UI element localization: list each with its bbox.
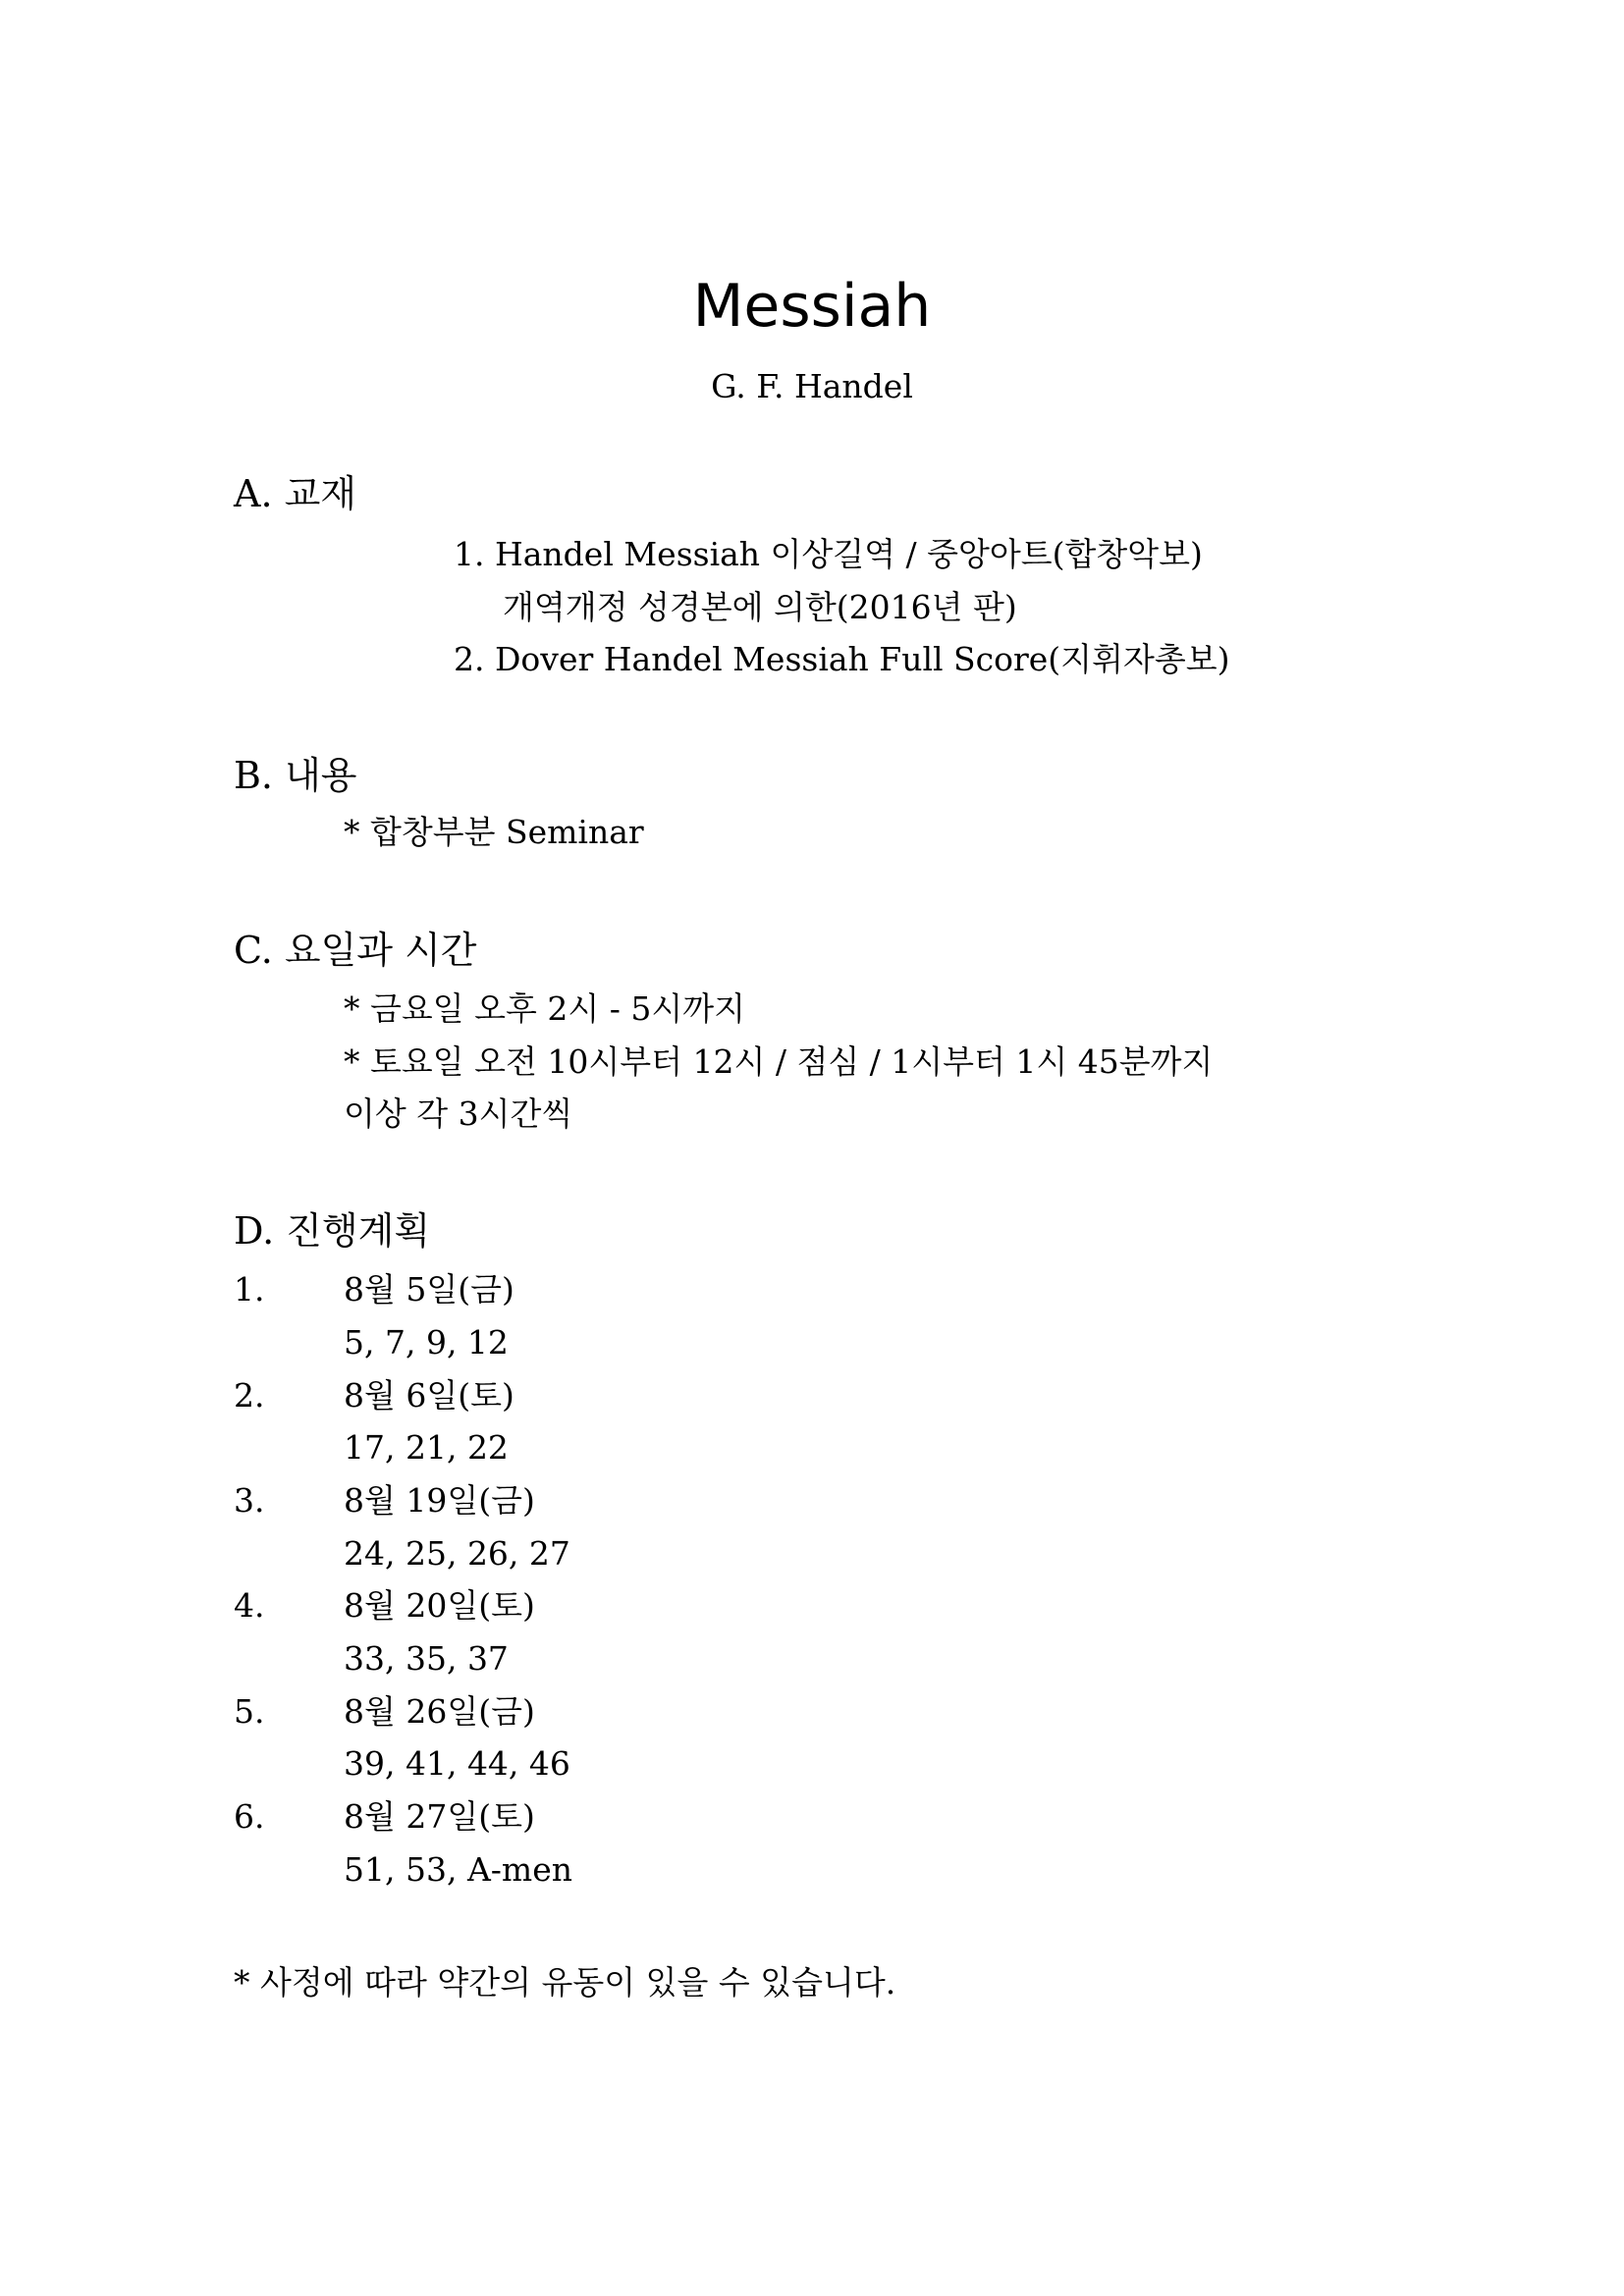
document-title: Messiah xyxy=(692,272,932,341)
section-b-item-1: * 합창부분 Seminar xyxy=(344,813,644,851)
plan-pieces: 24, 25, 26, 27 xyxy=(344,1534,570,1573)
plan-pieces: 17, 21, 22 xyxy=(344,1428,509,1467)
composer-name: G. F. Handel xyxy=(711,367,913,405)
plan-number: 5. xyxy=(234,1692,265,1731)
section-c-item-2: * 토요일 오전 10시부터 12시 / 점심 / 1시부터 1시 45분까지 xyxy=(344,1042,1214,1081)
section-a-item-2: 2. Dover Handel Messiah Full Score(지휘자총보) xyxy=(454,640,1230,678)
plan-pieces: 39, 41, 44, 46 xyxy=(344,1744,570,1783)
section-a-heading: A. 교재 xyxy=(234,472,357,515)
plan-pieces: 51, 53, A-men xyxy=(344,1850,572,1889)
plan-date: 8월 5일(금) xyxy=(344,1270,514,1308)
plan-pieces: 5, 7, 9, 12 xyxy=(344,1323,509,1362)
plan-date: 8월 6일(토) xyxy=(344,1376,514,1415)
plan-number: 2. xyxy=(234,1376,265,1415)
plan-date: 8월 27일(토) xyxy=(344,1797,535,1836)
plan-number: 6. xyxy=(234,1797,265,1836)
plan-number: 4. xyxy=(234,1586,265,1625)
plan-number: 1. xyxy=(234,1270,265,1308)
section-d-heading: D. 진행계획 xyxy=(234,1209,431,1253)
plan-date: 8월 19일(금) xyxy=(344,1481,535,1520)
plan-date: 8월 20일(토) xyxy=(344,1586,535,1625)
section-a-item-1-note: 개역개정 성경본에 의한(2016년 판) xyxy=(503,588,1017,626)
section-c-item-1: * 금요일 오후 2시 - 5시까지 xyxy=(344,989,745,1028)
plan-date: 8월 26일(금) xyxy=(344,1692,535,1731)
plan-number: 3. xyxy=(234,1481,265,1520)
footnote: * 사정에 따라 약간의 유동이 있을 수 있습니다. xyxy=(234,1963,896,2002)
section-b-heading: B. 내용 xyxy=(234,754,357,797)
plan-pieces: 33, 35, 37 xyxy=(344,1639,509,1678)
section-c-heading: C. 요일과 시간 xyxy=(234,929,477,972)
section-c-item-3: 이상 각 3시간씩 xyxy=(344,1095,573,1133)
section-a-item-1: 1. Handel Messiah 이상길역 / 중앙아트(합창악보) xyxy=(454,535,1203,573)
